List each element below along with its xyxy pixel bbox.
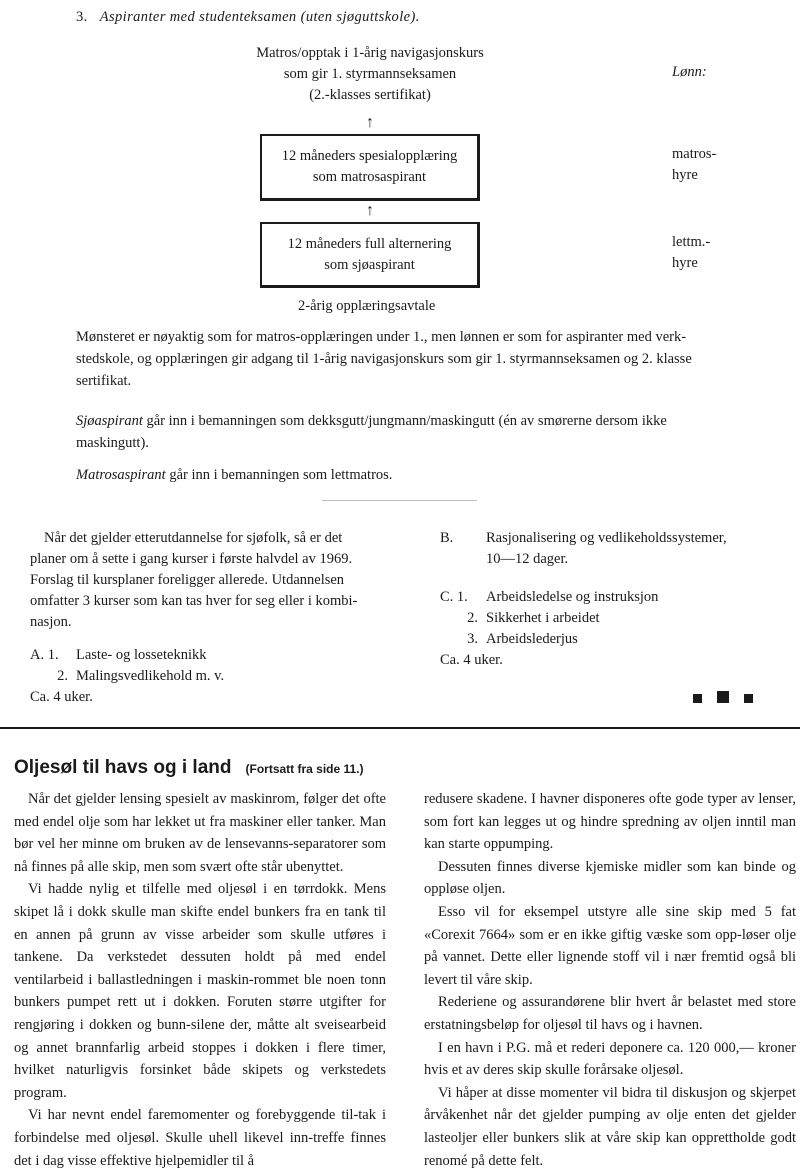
article-header: [14, 757, 364, 779]
list-label: A. 1.: [30, 647, 59, 663]
intro-line: Når det gjelder etterutdannelse for sjøfolk, så er det: [44, 530, 343, 546]
intro-line: nasjon.: [30, 614, 72, 630]
diagram-goal-line: Matros/opptak i 1-årig navigasjonskurs: [256, 45, 484, 61]
diagram-goal: [200, 43, 540, 106]
section-divider: [0, 727, 800, 729]
box-line: som sjøaspirant: [324, 257, 415, 273]
article-paragraph: Dessuten finnes diverse kjemiske midler som kan binde og oppløse oljen.: [424, 858, 796, 898]
courses-right-column: [440, 528, 770, 671]
article-paragraph: I en havn i P.G. må et rederi deponere ca. 120 000,— kroner hvis et av deres skip skulle forårsake oljesøl.: [424, 1039, 796, 1079]
list-text: Rasjonalisering og vedlikeholdssystemer,: [486, 530, 727, 546]
spacer: [30, 633, 400, 645]
article-paragraph: Vi håper at disse momenter vil bidra til diskusjon og skjerpet årvåkenhet når det gjelder pumping av olje enten det gjelder lasteoljer eller bunkers slik at våre skip kan opprettholde godt renomé på dette felt.: [424, 1084, 796, 1169]
diagram-caption: 2-årig opplæringsavtale: [298, 298, 436, 314]
box-line: som matrosaspirant: [312, 169, 427, 185]
list-item-b: [440, 528, 770, 549]
list-text: Arbeidslederjus: [486, 631, 578, 647]
intro-line: Forslag til kursplaner foreligger allerede. Utdannelsen: [30, 572, 345, 588]
article-left-column: [14, 788, 386, 1172]
paragraph-sjoaspirant: [76, 410, 750, 454]
pay-line: hyre: [672, 167, 698, 183]
article-title: Oljesøl til havs og i land: [14, 757, 232, 778]
pay-upper: [672, 144, 716, 186]
spacer: [440, 570, 770, 587]
list-item-c3: [440, 629, 770, 650]
section-number: 3.: [76, 9, 88, 25]
continued-note: (Fortsatt fra side 11.): [245, 762, 364, 776]
paragraph-matrosaspirant: [76, 464, 750, 486]
article-paragraph: redusere skadene. I havner disponeres ofte gode typer av lenser, som fort kan legges ut og hindre spredning av oljen inntil man kan starte oppumping.: [424, 791, 796, 853]
article-right-column: [424, 788, 796, 1172]
paragraph-line: maskingutt).: [76, 435, 149, 451]
paragraph-line: Mønsteret er nøyaktig som for matros-opplæringen under 1., men lønnen er som for aspiranter med verk-: [76, 329, 687, 345]
paragraph-text: går inn i bemanningen som dekksgutt/jungmann/maskingutt (én av smørerne dersom ikke: [142, 413, 667, 429]
paragraph-line: sertifikat.: [76, 373, 132, 389]
box-line: 12 måneders spesialopplæring: [281, 148, 458, 164]
diagram-goal-line: som gir 1. styrmannseksamen: [283, 66, 457, 82]
duration: Ca. 4 uker.: [440, 652, 503, 668]
list-text: Arbeidsledelse og instruksjon: [486, 589, 659, 605]
list-label: 2.: [467, 610, 478, 626]
box-full-alternering: [260, 222, 480, 288]
courses-left-column: [30, 528, 400, 708]
end-square-icon: [717, 691, 729, 703]
article-paragraph: Vi hadde nylig et tilfelle med oljesøl i en tørrdokk. Mens skipet lå i dokk skulle man skifte endel bunkers fra en tank til en annen på grunn av visse arbeider som skulle utføres i tankene. Da verkstedet dessuten holdt på med endel ventilarbeid i ballastledningen i maskin-rommet ble noen tonn bunkers pumpet rett ut i dokken. Foruten større utgifter for rengjøring i dokken og bunn-silene der, måtte alt sveisearbeid og annet brannfarlig arbeid stoppes i dokken i flere timer, hvilket naturligvis forsinket både skipets og verkstedets program.: [14, 881, 386, 1101]
section-title: Aspiranter med studenteksamen (uten sjøguttskole).: [99, 9, 420, 25]
intro-line: omfatter 3 kurser som kan tas hver for seg eller i kombi-: [30, 593, 358, 609]
list-text: Sikkerhet i arbeidet: [486, 610, 600, 626]
article-paragraph: Når det gjelder lensing spesielt av maskinrom, følger det ofte med endel olje som har lekket ut fra maskiner eller tanker. Man bør vel her minne om bruken av de lensevanns-separatorer som nå finnes på alle skip, men som svært ofte står ubenyttet.: [14, 791, 386, 875]
article-paragraph: Rederiene og assurandørene blir hvert år belastet med store erstatningsbeløp for oljesøl til havs og i havnen.: [424, 994, 796, 1033]
duration: Ca. 4 uker.: [30, 689, 93, 705]
end-square-icon: [744, 694, 753, 703]
up-arrow-icon: ↑: [366, 114, 374, 131]
end-square-icon: [693, 694, 702, 703]
pay-lower: [672, 232, 710, 274]
pay-line: lettm.-: [672, 234, 711, 250]
paragraph-line: stedskole, og opplæringen gir adgang til 1-årig navigasjonskurs som gir 1. styrmannseksamen og 2. klasse: [76, 351, 692, 367]
pay-line: hyre: [672, 255, 698, 271]
section-heading: [76, 9, 420, 26]
article-paragraph: Vi har nevnt endel faremomenter og forebyggende til-tak i forbindelse med oljesøl. Skulle uhell likevel inn-treffe finnes det i dag visse effektive hjelpemidler til å: [14, 1107, 386, 1169]
paragraph-line: [76, 410, 750, 432]
end-marks: [693, 690, 753, 708]
intro-line: planer om å sette i gang kurser i første halvdel av 1969.: [30, 551, 353, 567]
list-item-c2: [440, 608, 770, 629]
list-label: C. 1.: [440, 589, 468, 605]
lonn-label: Lønn:: [672, 64, 707, 80]
list-label: 2.: [57, 668, 68, 684]
paragraph-pattern: [76, 326, 750, 392]
paragraph-text: går inn i bemanningen som lettmatros.: [165, 467, 393, 483]
box-spesialopplaering: [260, 134, 480, 201]
list-text: Laste- og losseteknikk: [76, 647, 207, 663]
box-line: 12 måneders full alternering: [287, 236, 452, 252]
term-sjoaspirant: Sjøaspirant: [76, 413, 143, 429]
list-label: B.: [440, 530, 454, 546]
diagram-goal-line: (2.-klasses sertifikat): [309, 87, 431, 103]
list-text: Malingsvedlikehold m. v.: [76, 668, 225, 684]
article-paragraph: Esso vil for eksempel utstyre alle sine skip med 5 fat «Corexit 7664» som er en ikke giftig væske som opp-løser olje på vannet. Dette eller lignende stoff vil i nær fremtid også bli levert til våre skip.: [424, 903, 796, 988]
list-item-a2: [30, 666, 400, 687]
list-item-a1: [30, 645, 400, 666]
term-matrosaspirant: Matrosaspirant: [76, 467, 166, 483]
divider-short: [322, 500, 477, 501]
list-label: 3.: [467, 631, 478, 647]
pay-line: matros-: [672, 146, 717, 162]
up-arrow-icon: ↑: [366, 202, 374, 219]
list-text: 10—12 dager.: [486, 551, 569, 567]
list-item-c1: [440, 587, 770, 608]
